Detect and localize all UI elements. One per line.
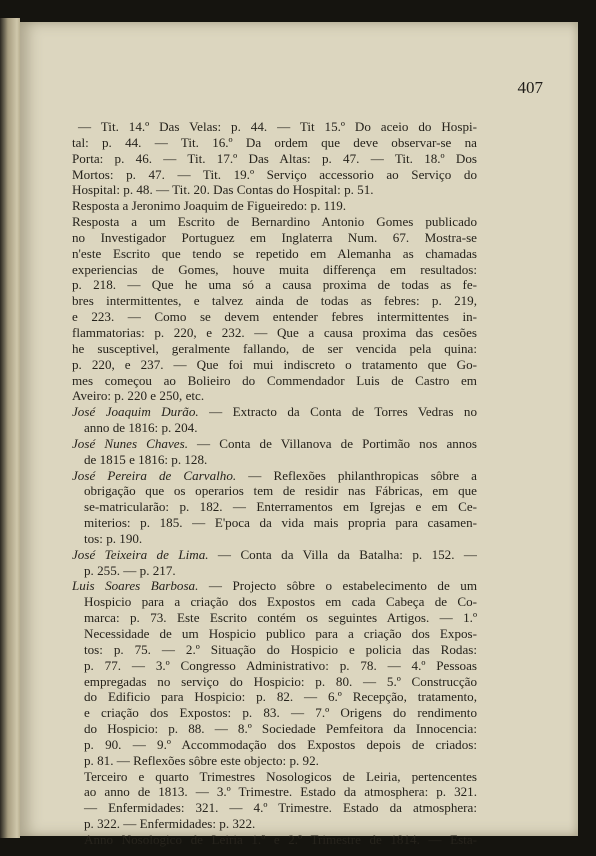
text-line	[72, 436, 477, 452]
text-line	[72, 357, 477, 373]
line-text: Hospital: p. 48. — Tit. 20. Das Contas do Hospital: p. 51.	[72, 182, 374, 198]
text-line	[72, 341, 477, 357]
line-text: — Extracto da Conta de Torres Vedras no	[198, 404, 477, 420]
line-text: — Conta da Villa da Batalha: p. 152. —	[208, 546, 477, 562]
line-text: obrigação que os operarios tem de residir nas Fábricas, em que	[84, 483, 477, 499]
line-text: p. 90. — 9.º Accommodação dos Expostos depois de criados:	[84, 736, 477, 752]
text-line	[72, 753, 477, 769]
text-line	[72, 246, 477, 262]
text-line	[72, 182, 477, 198]
text-line	[72, 594, 477, 610]
line-text: — Enfermidades: 321. — 4.º Trimestre. Estado da atmosphera:	[84, 800, 477, 816]
line-text: Aveiro: p. 220 e 250, etc.	[72, 388, 205, 404]
text-line	[72, 705, 477, 721]
page-number: 407	[517, 78, 543, 97]
text-line	[72, 674, 477, 690]
line-text: Mortos: p. 47. — Tit. 19.º Serviço accessorio ao Serviço do	[72, 166, 477, 182]
line-text: — Tit. 14.º Das Velas: p. 44. — Tit 15.º Do aceio do Hospi-	[78, 119, 477, 134]
text-line	[72, 230, 477, 246]
line-text: do Hospicio: p. 88. — 8.º Sociedade Pemfeitora da Innocencia:	[84, 721, 477, 737]
text-line	[72, 531, 477, 547]
author-name: Luis Soares Barbosa.	[72, 578, 199, 594]
line-text: de 1815 e 1816: p. 128.	[84, 451, 208, 467]
line-text: — Projecto sôbre o estabelecimento de um	[198, 578, 477, 594]
text-line	[72, 769, 477, 785]
line-text: p. 322. — Enfermidades: p. 322.	[84, 816, 256, 832]
line-text: anno de 1816: p. 204.	[84, 420, 198, 436]
line-text: Anno Nosologico de Leiria 1.º e 2.º Trimestre de 1814. — Esta-	[84, 831, 477, 847]
line-text: Necessidade de um Hospicio publico para a criação dos Expos-	[84, 626, 477, 641]
line-text: tos: p. 190.	[84, 530, 143, 546]
text-line	[72, 642, 477, 658]
text-line	[72, 784, 477, 800]
text-line	[72, 468, 477, 484]
line-text: miterios: p. 185. — E'poca da vida mais propria para casamen-	[84, 515, 477, 531]
line-text: p. 81. — Reflexões sôbre este objecto: p. 92.	[84, 752, 319, 768]
text-line	[72, 800, 477, 816]
line-text: p. 77. — 3.º Congresso Administrativo: p. 78. — 4.º Pessoas	[84, 657, 477, 673]
line-text: mes começou ao Bolieiro do Commendador Luis de Castro em	[72, 372, 477, 388]
text-line	[72, 610, 477, 626]
text-line	[72, 452, 477, 468]
line-text: e criação dos Expostos: p. 83. — 7.º Origens do rendimento	[84, 705, 477, 721]
book-page	[20, 22, 578, 847]
text-line	[72, 420, 477, 436]
line-text: e 223. — Como se devem entender febres intermittentes in-	[72, 309, 477, 325]
line-text: flammatorias: p. 220, e 232. — Que a causa proxima das cesões	[72, 324, 477, 340]
text-line	[72, 277, 477, 293]
line-text: p. 220, e 237. — Que foi mui indiscreto o tratamento que Go-	[72, 356, 477, 372]
text-line	[72, 832, 477, 848]
text-line	[72, 373, 477, 389]
index-text	[72, 119, 477, 848]
text-line	[72, 721, 477, 737]
text-line	[72, 214, 477, 230]
text-line	[72, 547, 477, 563]
text-line	[72, 309, 477, 325]
line-text: Porta: p. 46. — Tit. 17.º Das Altas: p. 47. — Tit. 18.º Dos	[72, 150, 477, 166]
line-text: se-matricularão: p. 182. — Enterramentos em Igrejas e em Ce-	[84, 499, 477, 515]
text-line	[72, 151, 477, 167]
text-line	[72, 404, 477, 420]
line-text: n'este Escrito que tendo se repetido em Alemanha as chamadas	[72, 245, 477, 261]
text-line	[72, 119, 477, 135]
line-text: he susceptivel, geralmente fallando, de ser vencida pela quina:	[72, 340, 477, 356]
text-line	[72, 167, 477, 183]
text-line	[72, 325, 477, 341]
text-line	[72, 135, 477, 151]
line-text: no Investigador Portuguez em Inglaterra Num. 67. Mostra-se	[72, 229, 477, 245]
line-text: bres intermittentes, e talvez ainda de todas as febres: p. 219,	[72, 293, 477, 309]
line-text: Resposta a Jeronimo Joaquim de Figueiredo: p. 119.	[72, 198, 347, 214]
text-line	[72, 515, 477, 531]
line-text: Resposta a um Escrito de Bernardino Antonio Gomes publicado	[72, 214, 477, 230]
line-text: do Edificio para Hospicio: p. 82. — 6.º Recepção, tratamento,	[84, 689, 477, 705]
line-text: — Conta de Villanova de Portimão nos annos	[187, 435, 477, 451]
text-line	[72, 262, 477, 278]
author-name: José Teixeira de Lima.	[72, 546, 209, 562]
line-text: marca: p. 73. Este Escrito contém os seguintes Artigos. — 1.º	[84, 610, 477, 626]
author-name: José Pereira de Carvalho.	[72, 467, 237, 483]
text-line	[72, 689, 477, 705]
author-name: José Joaquim Durão.	[72, 404, 199, 420]
line-text: experiencias de Gomes, houve muita differença em resultados:	[72, 261, 477, 277]
text-line	[72, 626, 477, 642]
line-text: tos: p. 75. — 2.º Situação do Hospicio e policia das Rodas:	[84, 641, 477, 657]
text-line	[72, 499, 477, 515]
text-line	[72, 816, 477, 832]
text-line	[72, 293, 477, 309]
line-text: — Reflexões philanthropicas sôbre a	[236, 467, 477, 483]
previous-page-edge	[0, 18, 20, 838]
author-name: José Nunes Chaves.	[72, 435, 188, 451]
line-text: empregadas no serviço do Hospicio: p. 80. — 5.º Construcção	[84, 673, 477, 689]
line-text: p. 218. — Que he uma só a causa proxima de todas as fe-	[72, 277, 477, 293]
line-text: tal: p. 44. — Tit. 16.º Da ordem que deve observar-se na	[72, 134, 477, 150]
text-line	[72, 563, 477, 579]
line-text: Terceiro e quarto Trimestres Nosologicos de Leiria, pertencentes	[84, 768, 477, 784]
text-line	[72, 388, 477, 404]
line-text: Hospicio para a criação dos Expostos em cada Cabeça de Co-	[84, 594, 477, 610]
text-line	[72, 737, 477, 753]
text-line	[72, 578, 477, 594]
text-line	[72, 198, 477, 214]
line-text: ao anno de 1813. — 3.º Trimestre. Estado da atmosphera: p. 321.	[84, 784, 477, 800]
line-text: p. 255. — p. 217.	[84, 562, 176, 578]
text-line	[72, 483, 477, 499]
text-line	[72, 658, 477, 674]
